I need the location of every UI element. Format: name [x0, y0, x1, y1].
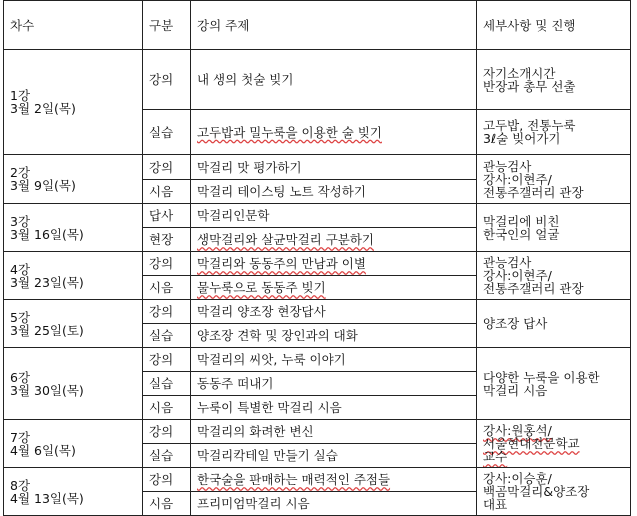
topic-cell: 한국술을 판매하는 매력적인 주점들 — [191, 468, 477, 492]
details-cell: 양조장 답사 — [477, 300, 631, 348]
type-cell: 강의 — [143, 348, 191, 372]
session-cell: 2강 3월 9일(목) — [4, 155, 143, 204]
type-cell: 현장 — [143, 228, 191, 252]
type-cell: 시음 — [143, 492, 191, 516]
topic-cell: 양조장 견학 및 장인과의 대화 — [191, 324, 477, 348]
table-row — [4, 155, 631, 180]
topic-cell: 막걸리 테이스팅 노트 작성하기 — [191, 180, 477, 204]
details-cell: 고두밥, 전통누룩 3ℓ술 빚어가기 — [477, 110, 631, 155]
topic-cell: 막걸리의 화려한 변신 — [191, 420, 477, 444]
type-cell: 실습 — [143, 372, 191, 396]
type-cell: 시음 — [143, 396, 191, 420]
type-cell: 시음 — [143, 180, 191, 204]
details-cell: 강사:이승훈/ 백곰막걸리&양조장 대표 — [477, 468, 631, 516]
session-cell: 6강 3월 30일(목) — [4, 348, 143, 420]
details-cell: 관능검사 강사:이현주/ 전통주갤러리 관장 — [477, 252, 631, 300]
topic-cell: 막걸리인문학 — [191, 204, 477, 228]
topic-cell: 고두밥과 밀누룩을 이용한 술 빚기 — [191, 110, 477, 155]
table-row — [4, 50, 631, 110]
table-row — [4, 468, 631, 492]
course-schedule-table — [3, 0, 631, 516]
table-row — [4, 420, 631, 444]
header-details: 세부사항 및 진행 — [477, 1, 631, 50]
session-cell: 7강 4월 6일(목) — [4, 420, 143, 468]
topic-cell: 막걸리 양조장 현장답사 — [191, 300, 477, 324]
table-row — [4, 252, 631, 276]
topic-cell: 내 생의 첫술 빚기 — [191, 50, 477, 110]
topic-cell: 동동주 떠내기 — [191, 372, 477, 396]
topic-cell: 생막걸리와 살균막걸리 구분하기 — [191, 228, 477, 252]
type-cell: 강의 — [143, 420, 191, 444]
topic-cell: 누룩이 특별한 막걸리 시음 — [191, 396, 477, 420]
type-cell: 강의 — [143, 50, 191, 110]
details-cell: 강사:원홍석/ 서울현대전문학교 교수 — [477, 420, 631, 468]
type-cell: 강의 — [143, 468, 191, 492]
details-cell: 자기소개시간 반장과 총무 선출 — [477, 50, 631, 110]
details-cell: 관능검사 강사:이현주/ 전통주갤러리 관장 — [477, 155, 631, 204]
topic-cell: 물누룩으로 동동주 빚기 — [191, 276, 477, 300]
header-topic: 강의 주제 — [191, 1, 477, 50]
topic-cell: 막걸리 맛 평가하기 — [191, 155, 477, 180]
session-cell: 8강 4월 13일(목) — [4, 468, 143, 516]
table-row — [4, 348, 631, 372]
header-type: 구분 — [143, 1, 191, 50]
topic-cell: 막걸리와 동동주의 만남과 이별 — [191, 252, 477, 276]
table-row — [4, 300, 631, 324]
header-row — [4, 1, 631, 50]
type-cell: 답사 — [143, 204, 191, 228]
topic-cell: 막걸리칵테일 만들기 실습 — [191, 444, 477, 468]
details-cell: 다양한 누룩을 이용한 막걸리 시음 — [477, 348, 631, 420]
type-cell: 실습 — [143, 324, 191, 348]
topic-cell: 막걸리의 씨앗, 누룩 이야기 — [191, 348, 477, 372]
table-row — [4, 204, 631, 228]
session-cell: 3강 3월 16일(목) — [4, 204, 143, 252]
type-cell: 시음 — [143, 276, 191, 300]
type-cell: 강의 — [143, 155, 191, 180]
session-cell: 1강 3월 2일(목) — [4, 50, 143, 155]
header-session: 차수 — [4, 1, 143, 50]
session-cell: 4강 3월 23일(목) — [4, 252, 143, 300]
type-cell: 강의 — [143, 252, 191, 276]
session-cell: 5강 3월 25일(토) — [4, 300, 143, 348]
type-cell: 강의 — [143, 300, 191, 324]
topic-cell: 프리미엄막걸리 시음 — [191, 492, 477, 516]
type-cell: 실습 — [143, 110, 191, 155]
type-cell: 실습 — [143, 444, 191, 468]
details-cell: 막걸리에 비친 한국인의 얼굴 — [477, 204, 631, 252]
